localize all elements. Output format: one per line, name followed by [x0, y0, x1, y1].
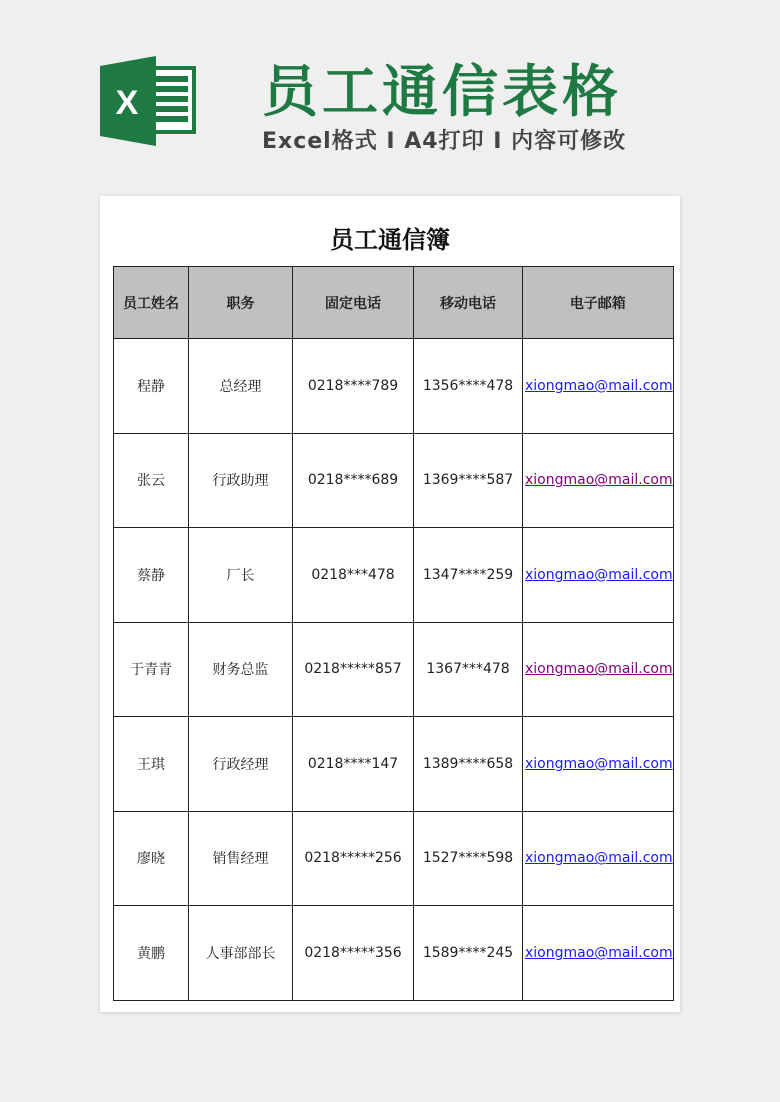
email-link[interactable]: xiongmao@mail.com — [525, 944, 673, 961]
cell-email — [523, 717, 674, 812]
table-row — [114, 433, 674, 528]
table-row — [114, 339, 674, 434]
cell-mobile: 1356****478 — [414, 339, 523, 434]
cell-name: 于青青 — [114, 622, 189, 717]
cell-email — [523, 528, 674, 623]
email-link[interactable]: xiongmao@mail.com — [525, 850, 673, 867]
cell-position: 销售经理 — [189, 811, 293, 906]
header-mobile: 移动电话 — [414, 267, 523, 339]
svg-text:X: X — [115, 84, 139, 122]
cell-landline: 0218*****857 — [293, 622, 414, 717]
email-link[interactable]: xiongmao@mail.com — [525, 566, 673, 583]
cell-mobile: 1367***478 — [414, 622, 523, 717]
cell-email — [523, 433, 674, 528]
cell-name: 蔡静 — [114, 528, 189, 623]
table-row — [114, 622, 674, 717]
banner-title: 员工通信表格 — [262, 60, 622, 125]
cell-mobile: 1369****587 — [414, 433, 523, 528]
contact-table — [113, 266, 674, 1001]
table-header-row — [114, 267, 674, 339]
cell-position: 厂长 — [189, 528, 293, 623]
table-row — [114, 906, 674, 1001]
excel-logo-icon — [100, 56, 200, 146]
header-landline: 固定电话 — [293, 267, 414, 339]
cell-mobile: 1527****598 — [414, 811, 523, 906]
cell-mobile: 1589****245 — [414, 906, 523, 1001]
table-row — [114, 717, 674, 812]
email-link[interactable]: xiongmao@mail.com — [525, 661, 673, 678]
cell-position: 总经理 — [189, 339, 293, 434]
cell-name: 廖晓 — [114, 811, 189, 906]
table-row — [114, 528, 674, 623]
cell-landline: 0218****147 — [293, 717, 414, 812]
header-email: 电子邮箱 — [523, 267, 674, 339]
banner-subtitle: Excel格式 I A4打印 I 内容可修改 — [262, 129, 627, 154]
cell-landline: 0218****789 — [293, 339, 414, 434]
table-row — [114, 811, 674, 906]
email-link[interactable]: xiongmao@mail.com — [525, 377, 673, 394]
cell-position: 人事部部长 — [189, 906, 293, 1001]
cell-position: 行政助理 — [189, 433, 293, 528]
header-name: 员工姓名 — [114, 267, 189, 339]
email-link[interactable]: xiongmao@mail.com — [525, 755, 673, 772]
cell-email — [523, 339, 674, 434]
cell-landline: 0218*****356 — [293, 906, 414, 1001]
cell-name: 黄鹏 — [114, 906, 189, 1001]
cell-position: 行政经理 — [189, 717, 293, 812]
cell-landline: 0218****689 — [293, 433, 414, 528]
cell-name: 王琪 — [114, 717, 189, 812]
header-position: 职务 — [189, 267, 293, 339]
cell-mobile: 1389****658 — [414, 717, 523, 812]
document-page — [100, 196, 680, 1012]
cell-email — [523, 906, 674, 1001]
cell-email — [523, 811, 674, 906]
cell-mobile: 1347****259 — [414, 528, 523, 623]
cell-position: 财务总监 — [189, 622, 293, 717]
cell-email — [523, 622, 674, 717]
document-title: 员工通信簿 — [330, 226, 450, 254]
email-link[interactable]: xiongmao@mail.com — [525, 472, 673, 489]
cell-name: 程静 — [114, 339, 189, 434]
cell-landline: 0218***478 — [293, 528, 414, 623]
cell-landline: 0218*****256 — [293, 811, 414, 906]
cell-name: 张云 — [114, 433, 189, 528]
